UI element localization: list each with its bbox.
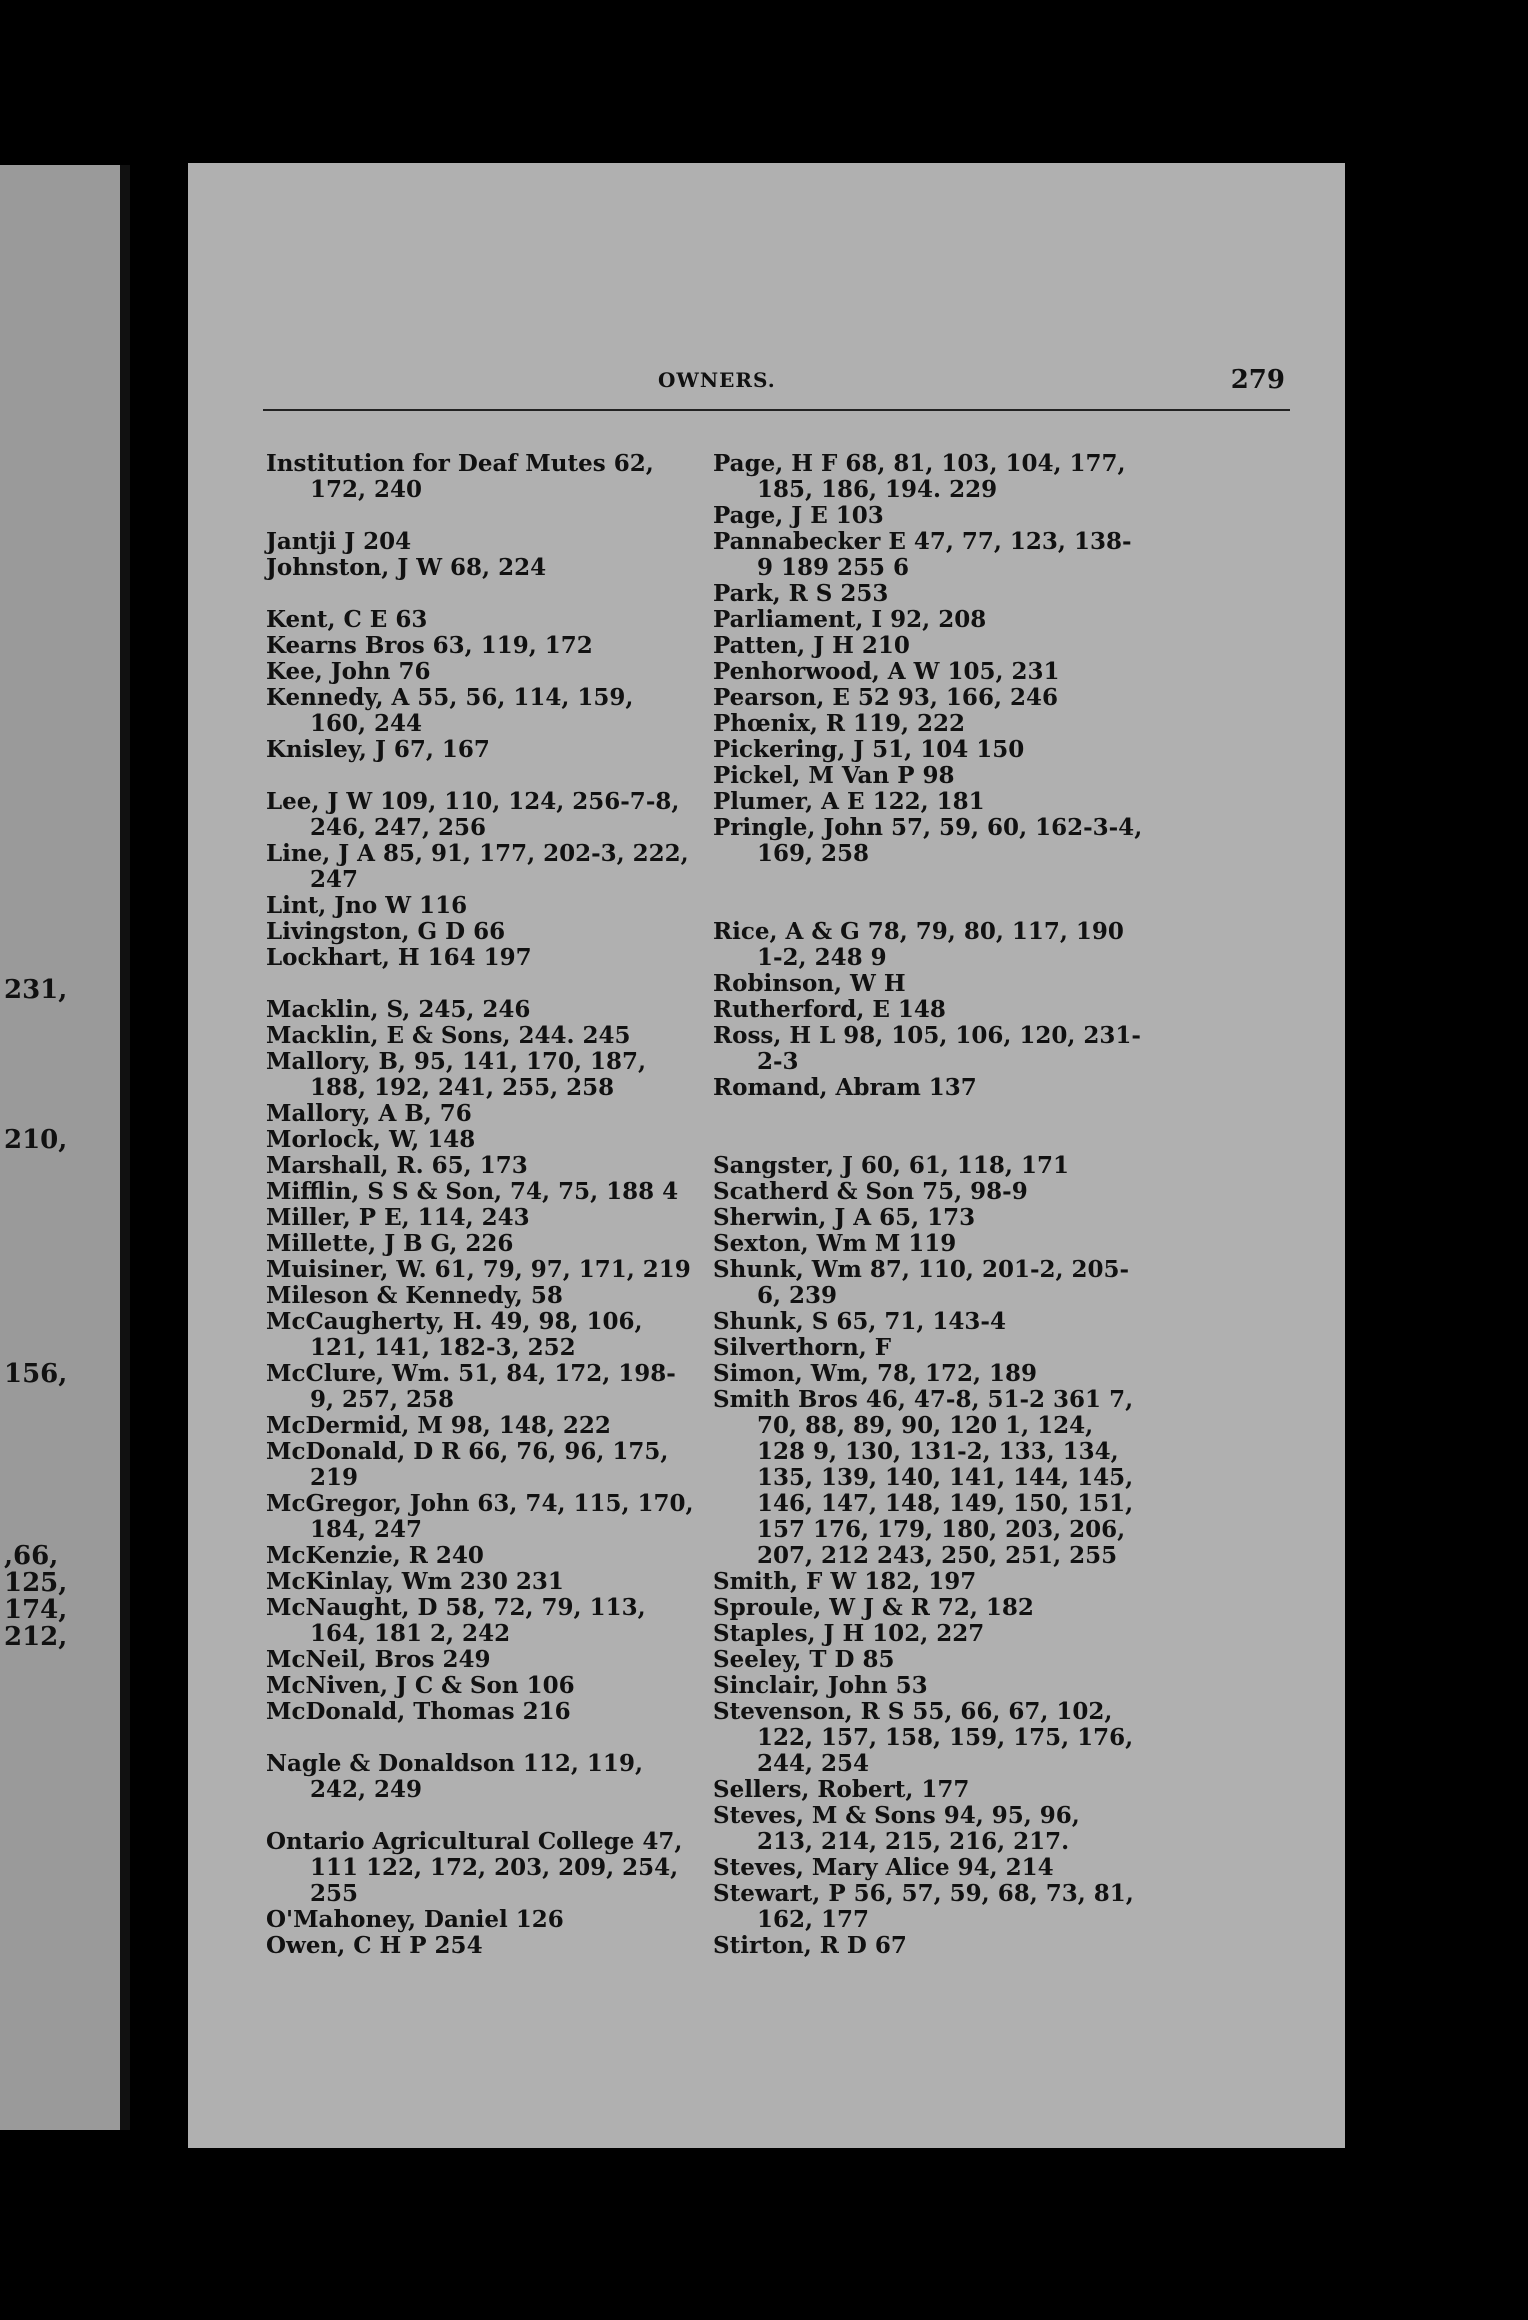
index-entry: Simon, Wm, 78, 172, 189	[713, 1360, 1037, 1387]
index-entry: Staples, J H 102, 227	[713, 1620, 985, 1647]
index-entry: Pickering, J 51, 104 150	[713, 736, 1025, 763]
index-entry: Ontario Agricultural College 47, 111 122, 172, 203, 209, 254, 255	[266, 1828, 683, 1907]
index-entry: McDermid, M 98, 148, 222	[266, 1412, 611, 1439]
index-entry: McDonald, Thomas 216	[266, 1698, 571, 1725]
index-entry: O'Mahoney, Daniel 126	[266, 1906, 564, 1933]
running-head: OWNERS.	[658, 368, 776, 392]
index-entry: McGregor, John 63, 74, 115, 170, 184, 247	[266, 1490, 694, 1543]
facing-page-text: 125,	[4, 1568, 68, 1598]
facing-page-text: 156,	[4, 1359, 68, 1389]
page-gutter	[120, 165, 130, 2130]
index-entry: Lockhart, H 164 197	[266, 944, 532, 971]
index-entry: Marshall, R. 65, 173	[266, 1152, 528, 1179]
index-entry: Scatherd & Son 75, 98-9	[713, 1178, 1028, 1205]
facing-page-text: ,66,	[4, 1541, 59, 1571]
index-entry: McDonald, D R 66, 76, 96, 175, 219	[266, 1438, 669, 1491]
header-rule	[263, 409, 1290, 411]
index-entry: Mallory, B, 95, 141, 170, 187, 188, 192, 241, 255, 258	[266, 1048, 647, 1101]
index-entry: Lee, J W 109, 110, 124, 256-7-8, 246, 247, 256	[266, 788, 680, 841]
index-entry: Kearns Bros 63, 119, 172	[266, 632, 593, 659]
index-entry: McClure, Wm. 51, 84, 172, 198-9, 257, 258	[266, 1360, 676, 1413]
index-entry: Johnston, J W 68, 224	[266, 554, 547, 581]
index-entry: Pannabecker E 47, 77, 123, 138-9 189 255 6	[713, 528, 1132, 581]
document-page	[188, 163, 1345, 2148]
index-entry: Macklin, S, 245, 246	[266, 996, 531, 1023]
index-entry: Jantji J 204	[266, 528, 412, 555]
index-entry: Romand, Abram 137	[713, 1074, 977, 1101]
index-entry: Kee, John 76	[266, 658, 431, 685]
section-gap	[266, 581, 696, 607]
index-entry: Stevenson, R S 55, 66, 67, 102, 122, 157, 158, 159, 175, 176, 244, 254	[713, 1698, 1134, 1777]
index-entry: McKinlay, Wm 230 231	[266, 1568, 564, 1595]
section-gap	[266, 971, 696, 997]
index-entry: Stirton, R D 67	[713, 1932, 907, 1959]
index-entry: Page, H F 68, 81, 103, 104, 177, 185, 186, 194. 229	[713, 450, 1126, 503]
index-entry: Stewart, P 56, 57, 59, 68, 73, 81, 162, 177	[713, 1880, 1134, 1933]
index-entry: Kent, C E 63	[266, 606, 428, 633]
index-entry: Rutherford, E 148	[713, 996, 946, 1023]
index-entry: Miller, P E, 114, 243	[266, 1204, 530, 1231]
section-gap	[266, 503, 696, 529]
index-entry: McNeil, Bros 249	[266, 1646, 491, 1673]
index-entry: Smith, F W 182, 197	[713, 1568, 977, 1595]
facing-page-text: 212,	[4, 1622, 68, 1652]
index-entry: Millette, J B G, 226	[266, 1230, 514, 1257]
index-entry: Phœnix, R 119, 222	[713, 710, 966, 737]
index-entry: Sangster, J 60, 61, 118, 171	[713, 1152, 1069, 1179]
facing-page-text: 231,	[4, 975, 68, 1005]
section-gap	[713, 1127, 1143, 1153]
section-gap	[713, 1101, 1143, 1127]
index-entry: Mallory, A B, 76	[266, 1100, 472, 1127]
index-entry: Page, J E 103	[713, 502, 884, 529]
index-entry: Seeley, T D 85	[713, 1646, 895, 1673]
index-entry: McKenzie, R 240	[266, 1542, 484, 1569]
index-entry: Lint, Jno W 116	[266, 892, 468, 919]
index-entry: Smith Bros 46, 47-8, 51-2 361 7, 70, 88, 89, 90, 120 1, 124, 128 9, 130, 131-2, 133, 134, 135, 139, 140, 141, 144, 145, 146, 147, 148, 149, 150, 151, 157 176, 179, 180, 203, 206, 207, 212 243, 250, 251, 255	[713, 1386, 1134, 1569]
index-entry: Muisiner, W. 61, 79, 97, 171, 219	[266, 1256, 691, 1283]
index-entry: Plumer, A E 122, 181	[713, 788, 985, 815]
index-entry: Mileson & Kennedy, 58	[266, 1282, 563, 1309]
index-entry: Mifflin, S S & Son, 74, 75, 188 4	[266, 1178, 679, 1205]
index-entry: Institution for Deaf Mutes 62, 172, 240	[266, 450, 654, 503]
facing-page-text: 174,	[4, 1595, 68, 1625]
facing-page-fragment	[0, 165, 130, 2130]
section-gap	[266, 1803, 696, 1829]
index-entry: Sproule, W J & R 72, 182	[713, 1594, 1034, 1621]
index-entry: Ross, H L 98, 105, 106, 120, 231-2-3	[713, 1022, 1141, 1075]
index-entry: Robinson, W H	[713, 970, 906, 997]
index-entry: Steves, Mary Alice 94, 214	[713, 1854, 1054, 1881]
section-gap	[266, 763, 696, 789]
index-entry: Pringle, John 57, 59, 60, 162-3-4, 169, 258	[713, 814, 1143, 867]
index-column-right	[713, 451, 1143, 1959]
index-entry: McCaugherty, H. 49, 98, 106, 121, 141, 182-3, 252	[266, 1308, 643, 1361]
index-entry: Sinclair, John 53	[713, 1672, 928, 1699]
index-entry: Steves, M & Sons 94, 95, 96, 213, 214, 215, 216, 217.	[713, 1802, 1080, 1855]
index-entry: Knisley, J 67, 167	[266, 736, 490, 763]
section-gap	[713, 893, 1143, 919]
index-entry: Patten, J H 210	[713, 632, 910, 659]
section-gap	[266, 1725, 696, 1751]
index-entry: Silverthorn, F	[713, 1334, 892, 1361]
index-entry: Sexton, Wm M 119	[713, 1230, 957, 1257]
index-entry: Morlock, W, 148	[266, 1126, 476, 1153]
index-entry: Park, R S 253	[713, 580, 889, 607]
index-entry: Line, J A 85, 91, 177, 202-3, 222, 247	[266, 840, 689, 893]
index-entry: Pickel, M Van P 98	[713, 762, 955, 789]
index-entry: Livingston, G D 66	[266, 918, 506, 945]
facing-page-text: 210,	[4, 1125, 68, 1155]
index-entry: Penhorwood, A W 105, 231	[713, 658, 1060, 685]
index-entry: Rice, A & G 78, 79, 80, 117, 190 1-2, 248 9	[713, 918, 1124, 971]
index-entry: Shunk, Wm 87, 110, 201-2, 205-6, 239	[713, 1256, 1130, 1309]
index-entry: Sellers, Robert, 177	[713, 1776, 970, 1803]
index-entry: Macklin, E & Sons, 244. 245	[266, 1022, 631, 1049]
section-gap	[713, 867, 1143, 893]
index-column-left	[266, 451, 696, 1959]
index-entry: McNaught, D 58, 72, 79, 113, 164, 181 2, 242	[266, 1594, 646, 1647]
index-entry: Kennedy, A 55, 56, 114, 159, 160, 244	[266, 684, 634, 737]
index-entry: Pearson, E 52 93, 166, 246	[713, 684, 1058, 711]
page-number: 279	[1230, 365, 1285, 395]
index-entry: Parliament, I 92, 208	[713, 606, 987, 633]
index-entry: Sherwin, J A 65, 173	[713, 1204, 976, 1231]
index-entry: Nagle & Donaldson 112, 119, 242, 249	[266, 1750, 643, 1803]
index-entry: McNiven, J C & Son 106	[266, 1672, 575, 1699]
index-entry: Shunk, S 65, 71, 143-4	[713, 1308, 1006, 1335]
index-entry: Owen, C H P 254	[266, 1932, 483, 1959]
